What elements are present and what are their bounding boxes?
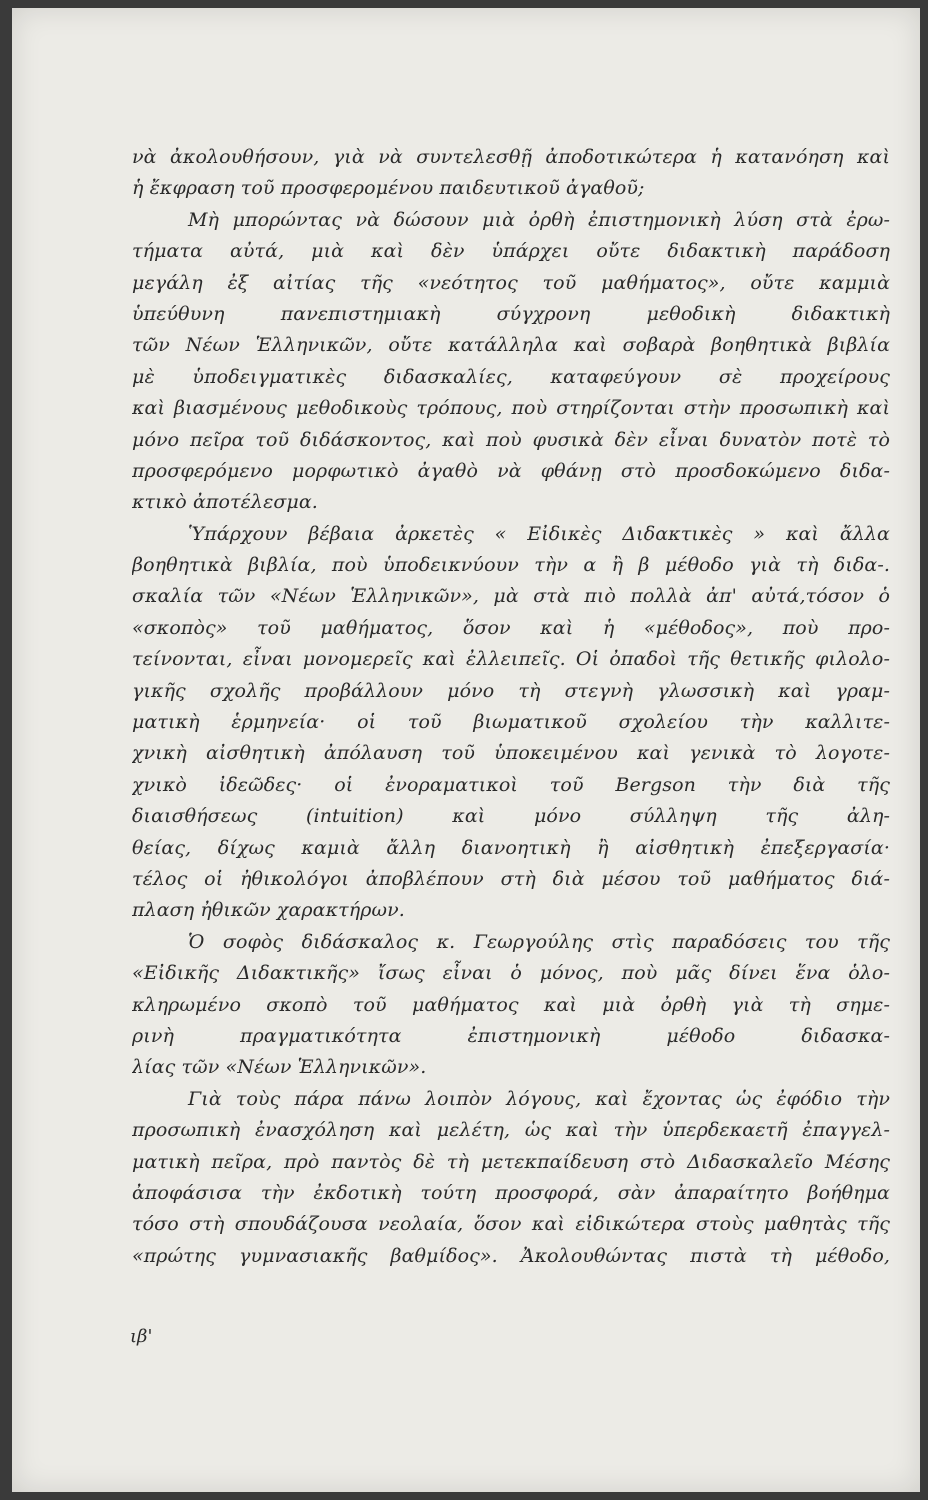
text-line: κτικὸ ἀποτέλεσμα.	[132, 491, 318, 514]
text-line: ρινὴ πραγματικότητα ἐπιστημονικὴ μέθοδο διδασκα-	[132, 1024, 890, 1047]
text-line: μεγάλη ἐξ αἰτίας τῆς «νεότητος τοῦ μαθήματος», οὔτε καμμιὰ	[132, 271, 890, 294]
text-line: προσωπικὴ ἐνασχόληση καὶ μελέτη, ὡς καὶ τὴν ὑπερδεκαετῆ ἐπαγγελ-	[132, 1119, 890, 1142]
page-number: ιβ'	[130, 1326, 153, 1347]
text-line: προσφερόμενο μορφωτικὸ ἀγαθὸ νὰ φθάνῃ στὸ προσδοκώμενο διδα-	[132, 459, 890, 482]
text-line: πλαση ἠθικῶν χαρακτήρων.	[132, 899, 405, 922]
text-line: κληρωμένο σκοπὸ τοῦ μαθήματος καὶ μιὰ ὀρθὴ γιὰ τὴ σημε-	[132, 993, 890, 1016]
text-line: Ὁ σοφὸς διδάσκαλος κ. Γεωργούλης στὶς παραδόσεις του τῆς	[188, 930, 890, 953]
text-line: μόνο πεῖρα τοῦ διδάσκοντος, καὶ ποὺ φυσικὰ δὲν εἶναι δυνατὸν ποτὲ τὸ	[132, 428, 890, 451]
text-line: «σκοπὸς» τοῦ μαθήματος, ὅσον καὶ ἡ «μέθοδος», ποὺ προ-	[132, 616, 890, 639]
text-line: ἡ ἔκφραση τοῦ προσφερομένου παιδευτικοῦ ἀγαθοῦ;	[132, 177, 645, 200]
text-line: χνικὸ ἰδεῶδες· οἱ ἐνοραματικοὶ τοῦ Bergson τὴν διὰ τῆς	[132, 773, 890, 796]
book-page	[12, 8, 920, 1492]
text-line: γικῆς σχολῆς προβάλλουν μόνο τὴ στεγνὴ γλωσσικὴ καὶ γραμ-	[132, 679, 890, 702]
text-line: σκαλία τῶν «Νέων Ἑλληνικῶν», μὰ στὰ πιὸ πολλὰ ἀπ' αὐτά,τόσον ὁ	[132, 585, 890, 608]
text-line: καὶ βιασμένους μεθοδικοὺς τρόπους, ποὺ στηρίζονται στὴν προσωπικὴ καὶ	[132, 397, 890, 420]
text-line: ὑπεύθυνη πανεπιστημιακὴ σύγχρονη μεθοδικὴ διδακτικὴ	[132, 302, 890, 325]
text-line: τείνονται, εἶναι μονομερεῖς καὶ ἐλλειπεῖς. Οἱ ὀπαδοὶ τῆς θετικῆς φιλολο-	[132, 648, 890, 671]
text-line: ματικὴ ἑρμηνεία· οἱ τοῦ βιωματικοῦ σχολείου τὴν καλλιτε-	[132, 711, 890, 734]
text-line: Μὴ μπορώντας νὰ δώσουν μιὰ ὀρθὴ ἐπιστημονικὴ λύση στὰ ἐρω-	[188, 208, 890, 231]
text-line: διαισθήσεως (intuition) καὶ μόνο σύλληψη τῆς ἀλη-	[132, 805, 890, 828]
text-line: θείας, δίχως καμιὰ ἄλλη διανοητικὴ ἢ αἰσθητικὴ ἐπεξεργασία·	[132, 836, 890, 859]
text-line: Ὑπάρχουν βέβαια ἀρκετὲς « Εἰδικὲς Διδακτικὲς » καὶ ἄλλα	[188, 522, 890, 545]
text-line: μὲ ὑποδειγματικὲς διδασκαλίες, καταφεύγουν σὲ προχείρους	[132, 365, 890, 388]
text-line: χνικὴ αἰσθητικὴ ἀπόλαυση τοῦ ὑποκειμένου καὶ γενικὰ τὸ λογοτε-	[132, 742, 890, 765]
text-line: λίας τῶν «Νέων Ἑλληνικῶν».	[132, 1056, 427, 1079]
text-line: ἀποφάσισα τὴν ἐκδοτικὴ τούτη προσφορά, σὰν ἀπαραίτητο βοήθημα	[132, 1181, 890, 1204]
text-line: νὰ ἀκολουθήσουν, γιὰ νὰ συντελεσθῇ ἀποδοτικώτερα ἡ κατανόηση καὶ	[132, 146, 890, 168]
text-line: τῶν Νέων Ἑλληνικῶν, οὔτε κατάλληλα καὶ σοβαρὰ βοηθητικὰ βιβλία	[132, 334, 890, 357]
text-line: Γιὰ τοὺς πάρα πάνω λοιπὸν λόγους, καὶ ἔχοντας ὡς ἐφόδιο τὴν	[188, 1087, 890, 1110]
text-line: «πρώτης γυμνασιακῆς βαθμίδος». Ἀκολουθώντας πιστὰ τὴ μέθοδο,	[132, 1244, 890, 1267]
text-line: ματικὴ πεῖρα, πρὸ παντὸς δὲ τὴ μετεκπαίδευση στὸ Διδασκαλεῖο Μέσης	[132, 1150, 890, 1173]
text-line: «Εἰδικῆς Διδακτικῆς» ἴσως εἶναι ὁ μόνος, ποὺ μᾶς δίνει ἕνα ὁλο-	[132, 962, 890, 985]
text-line: τήματα αὐτά, μιὰ καὶ δὲν ὑπάρχει οὔτε διδακτικὴ παράδοση	[132, 240, 890, 263]
text-line: τόσο στὴ σπουδάζουσα νεολαία, ὅσον καὶ εἰδικώτερα στοὺς μαθητὰς τῆς	[132, 1213, 890, 1236]
body-text	[132, 142, 890, 1272]
text-line: βοηθητικὰ βιβλία, ποὺ ὑποδεικνύουν τὴν α ἢ β μέθοδο γιὰ τὴ διδα-.	[132, 554, 890, 577]
text-line: τέλος οἱ ἠθικολόγοι ἀποβλέπουν στὴ διὰ μέσου τοῦ μαθήματος διά-	[132, 867, 890, 890]
